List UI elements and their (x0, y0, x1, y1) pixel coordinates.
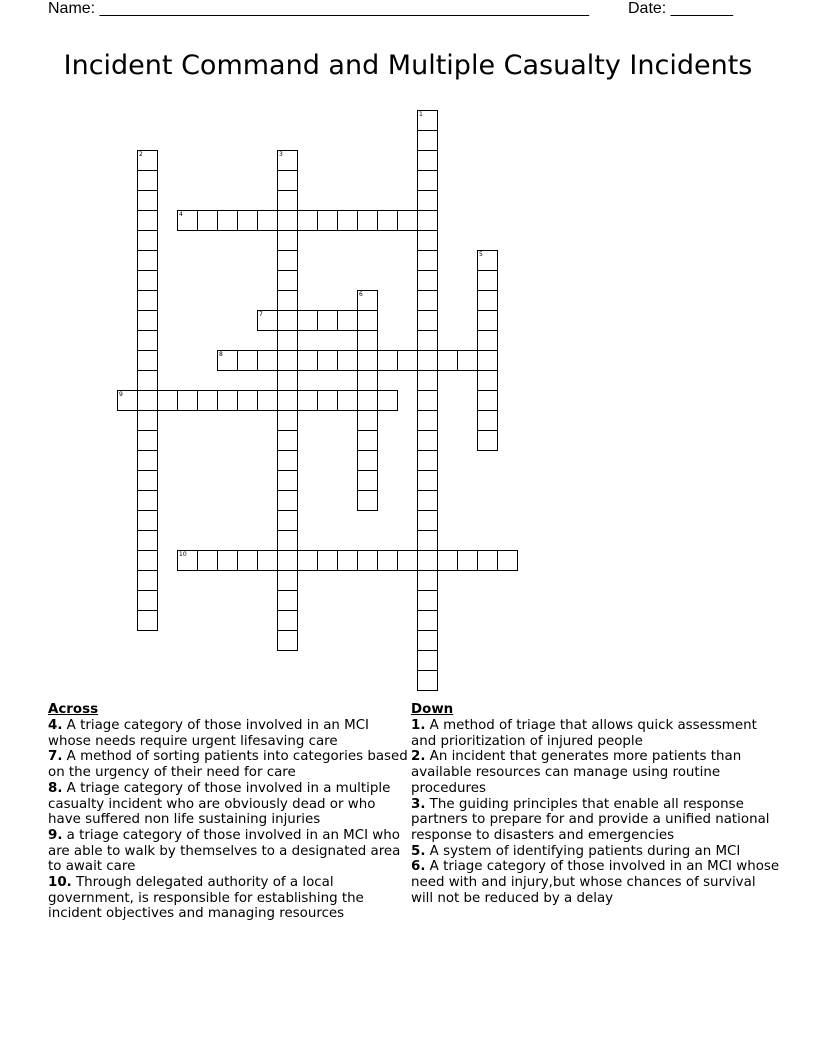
crossword-cell[interactable] (417, 110, 438, 131)
crossword-cell[interactable] (137, 430, 158, 451)
crossword-cell[interactable] (397, 550, 418, 571)
crossword-cell[interactable] (417, 630, 438, 651)
crossword-cell[interactable] (197, 550, 218, 571)
crossword-cell[interactable] (197, 390, 218, 411)
crossword-cell[interactable] (277, 610, 298, 631)
crossword-cell[interactable] (477, 350, 498, 371)
clue-text: A method of triage that allows quick assessment and prioritization of injured people (411, 718, 757, 749)
crossword-cell[interactable] (417, 190, 438, 211)
crossword-cell[interactable] (137, 330, 158, 351)
cell-number: 8 (219, 351, 223, 358)
clue-text: An incident that generates more patients than available resources can manage using routine procedures (411, 749, 742, 796)
crossword-cell[interactable] (277, 170, 298, 191)
crossword-cell[interactable] (357, 290, 378, 311)
crossword-cell[interactable] (357, 550, 378, 571)
crossword-cell[interactable] (317, 550, 338, 571)
crossword-cell[interactable] (137, 170, 158, 191)
crossword-cell[interactable] (277, 330, 298, 351)
crossword-cell[interactable] (417, 390, 438, 411)
clue-number: 4. (48, 718, 63, 733)
crossword-cell[interactable] (417, 430, 438, 451)
crossword-cell[interactable] (357, 410, 378, 431)
name-field-label[interactable]: Name: _______________________________________________________ (48, 0, 589, 17)
crossword-cell[interactable] (357, 350, 378, 371)
crossword-cell[interactable] (417, 230, 438, 251)
crossword-cell[interactable] (377, 550, 398, 571)
crossword-cell[interactable] (137, 450, 158, 471)
crossword-cell[interactable] (257, 210, 278, 231)
date-field-label[interactable]: Date: _______ (628, 0, 733, 17)
crossword-cell[interactable] (417, 170, 438, 191)
clue-text: A triage category of those involved in a multiple casualty incident who are obviously dead or who have suffered non life sustaining injuries (48, 780, 391, 828)
crossword-cell[interactable] (177, 210, 198, 231)
across-clue-8 (48, 781, 408, 828)
crossword-cell[interactable] (277, 270, 298, 291)
crossword-cell[interactable] (137, 210, 158, 231)
crossword-cell[interactable] (237, 350, 258, 371)
clue-text: A triage category of those involved in an MCI whose need with and injury,but whose chances of survival will not be reduced by a delay (411, 859, 780, 906)
crossword-cell[interactable] (277, 150, 298, 171)
crossword-cell[interactable] (137, 470, 158, 491)
crossword-cell[interactable] (277, 350, 298, 371)
crossword-cell[interactable] (137, 390, 158, 411)
crossword-cell[interactable] (377, 350, 398, 371)
clue-text: A system of identifying patients during an MCI (429, 843, 741, 859)
down-clue-2 (411, 749, 781, 796)
crossword-cell[interactable] (277, 470, 298, 491)
crossword-cell[interactable] (137, 310, 158, 331)
across-clue-9 (48, 828, 408, 875)
crossword-cell[interactable] (337, 350, 358, 371)
crossword-cell[interactable] (417, 570, 438, 591)
crossword-cell[interactable] (277, 430, 298, 451)
crossword-cell[interactable] (137, 530, 158, 551)
cell-number: 10 (179, 551, 187, 558)
crossword-cell[interactable] (217, 390, 238, 411)
crossword-cell[interactable] (417, 470, 438, 491)
crossword-cell[interactable] (357, 370, 378, 391)
crossword-cell[interactable] (137, 590, 158, 611)
crossword-cell[interactable] (417, 310, 438, 331)
crossword-cell[interactable] (417, 670, 438, 691)
page-title: Incident Command and Multiple Casualty Incidents (63, 50, 753, 81)
crossword-cell[interactable] (257, 550, 278, 571)
crossword-cell[interactable] (417, 350, 438, 371)
across-clue-7 (48, 749, 408, 780)
crossword-cell[interactable] (337, 310, 358, 331)
crossword-cell[interactable] (477, 410, 498, 431)
crossword-cell[interactable] (417, 450, 438, 471)
crossword-cell[interactable] (477, 370, 498, 391)
across-clues (48, 702, 408, 922)
crossword-cell[interactable] (357, 390, 378, 411)
crossword-cell[interactable] (437, 350, 458, 371)
crossword-cell[interactable] (397, 350, 418, 371)
down-clue-3 (411, 797, 781, 844)
clue-number: 9. (48, 827, 63, 843)
crossword-cell[interactable] (457, 550, 478, 571)
crossword-cell[interactable] (477, 310, 498, 331)
crossword-cell[interactable] (137, 230, 158, 251)
crossword-cell[interactable] (417, 550, 438, 571)
crossword-cell[interactable] (297, 350, 318, 371)
crossword-cell[interactable] (277, 410, 298, 431)
down-heading: Down (411, 702, 454, 717)
crossword-cell[interactable] (357, 450, 378, 471)
across-heading: Across (48, 702, 99, 717)
crossword-cell[interactable] (477, 270, 498, 291)
crossword-cell[interactable] (277, 230, 298, 251)
cell-number: 3 (279, 151, 283, 158)
down-clues (411, 702, 781, 906)
crossword-cell[interactable] (137, 190, 158, 211)
across-clue-4 (48, 718, 408, 749)
crossword-cell[interactable] (417, 270, 438, 291)
cell-number: 2 (139, 151, 143, 158)
cell-number: 9 (119, 391, 123, 398)
clue-text: A method of sorting patients into categories based on the urgency of their need for care (48, 749, 408, 781)
crossword-cell[interactable] (417, 210, 438, 231)
clue-text: The guiding principles that enable all response partners to prepare for and provide a unified national response to disasters and emergencies (411, 796, 770, 843)
crossword-cell[interactable] (177, 550, 198, 571)
crossword-cell[interactable] (137, 510, 158, 531)
crossword-cell[interactable] (297, 390, 318, 411)
crossword-cell[interactable] (157, 390, 178, 411)
crossword-cell[interactable] (277, 370, 298, 391)
crossword-cell[interactable] (417, 410, 438, 431)
clue-text: A triage category of those involved in an MCI whose needs require urgent lifesaving care (48, 718, 369, 749)
crossword-cell[interactable] (217, 350, 238, 371)
crossword-cell[interactable] (357, 490, 378, 511)
crossword-cell[interactable] (337, 390, 358, 411)
crossword-cell[interactable] (137, 610, 158, 631)
clue-number: 8. (48, 780, 63, 796)
crossword-cell[interactable] (257, 390, 278, 411)
crossword-cell[interactable] (237, 550, 258, 571)
crossword-cell[interactable] (477, 430, 498, 451)
crossword-cell[interactable] (137, 290, 158, 311)
crossword-cell[interactable] (417, 130, 438, 151)
clue-number: 1. (411, 718, 426, 733)
crossword-cell[interactable] (137, 570, 158, 591)
crossword-cell[interactable] (137, 370, 158, 391)
crossword-cell[interactable] (257, 350, 278, 371)
crossword-cell[interactable] (457, 350, 478, 371)
crossword-cell[interactable] (357, 430, 378, 451)
crossword-cell[interactable] (277, 450, 298, 471)
crossword-cell[interactable] (137, 490, 158, 511)
crossword-cell[interactable] (377, 390, 398, 411)
crossword-cell[interactable] (417, 490, 438, 511)
clue-number: 6. (411, 859, 426, 875)
crossword-cell[interactable] (417, 590, 438, 611)
crossword-cell[interactable] (277, 210, 298, 231)
cell-number: 1 (419, 111, 423, 118)
cell-number: 5 (479, 251, 483, 258)
crossword-cell[interactable] (477, 330, 498, 351)
crossword-cell[interactable] (117, 390, 138, 411)
crossword-cell[interactable] (357, 330, 378, 351)
crossword-cell[interactable] (477, 390, 498, 411)
crossword-cell[interactable] (277, 590, 298, 611)
crossword-cell[interactable] (297, 550, 318, 571)
crossword-cell[interactable] (497, 550, 518, 571)
clue-number: 10. (48, 875, 72, 891)
clue-number: 3. (411, 796, 426, 812)
crossword-cell[interactable] (417, 530, 438, 551)
clue-text: a triage category of those involved in an MCI who are able to walk by themselves to a designated area to await care (48, 827, 401, 875)
crossword-cell[interactable] (277, 290, 298, 311)
crossword-cell[interactable] (357, 470, 378, 491)
crossword-cell[interactable] (277, 190, 298, 211)
crossword-cell[interactable] (357, 310, 378, 331)
crossword-cell[interactable] (417, 510, 438, 531)
clue-number: 2. (411, 749, 426, 765)
crossword-cell[interactable] (277, 550, 298, 571)
crossword-cell[interactable] (237, 390, 258, 411)
crossword-cell[interactable] (277, 530, 298, 551)
crossword-cell[interactable] (297, 210, 318, 231)
crossword-cell[interactable] (377, 210, 398, 231)
crossword-cell[interactable] (477, 550, 498, 571)
crossword-cell[interactable] (137, 410, 158, 431)
crossword-cell[interactable] (417, 650, 438, 671)
down-clue-6 (411, 859, 781, 906)
cell-number: 6 (359, 291, 363, 298)
crossword-cell[interactable] (317, 210, 338, 231)
crossword-cell[interactable] (437, 550, 458, 571)
down-clue-5 (411, 844, 781, 860)
crossword-cell[interactable] (137, 150, 158, 171)
crossword-cell[interactable] (317, 310, 338, 331)
cell-number: 7 (259, 311, 263, 318)
crossword-cell[interactable] (317, 350, 338, 371)
crossword-cell[interactable] (137, 350, 158, 371)
crossword-cell[interactable] (337, 550, 358, 571)
crossword-cell[interactable] (217, 550, 238, 571)
crossword-cell[interactable] (277, 570, 298, 591)
clue-text: Through delegated authority of a local government, is responsible for establishing the incident objectives and managing resources (48, 875, 364, 922)
crossword-cell[interactable] (317, 390, 338, 411)
crossword-cell[interactable] (417, 290, 438, 311)
crossword-cell[interactable] (417, 370, 438, 391)
crossword-cell[interactable] (357, 210, 378, 231)
crossword-cell[interactable] (217, 210, 238, 231)
crossword-cell[interactable] (177, 390, 198, 411)
crossword-cell[interactable] (277, 490, 298, 511)
clue-number: 5. (411, 843, 426, 859)
crossword-cell[interactable] (257, 310, 278, 331)
clue-number: 7. (48, 749, 63, 765)
crossword-cell[interactable] (477, 250, 498, 271)
crossword-cell[interactable] (417, 250, 438, 271)
crossword-cell[interactable] (337, 210, 358, 231)
across-clue-10 (48, 875, 408, 922)
down-clue-1 (411, 718, 781, 749)
crossword-cell[interactable] (237, 210, 258, 231)
crossword-cell[interactable] (277, 310, 298, 331)
crossword-cell[interactable] (417, 610, 438, 631)
crossword-cell[interactable] (417, 150, 438, 171)
crossword-cell[interactable] (477, 290, 498, 311)
crossword-cell[interactable] (137, 270, 158, 291)
crossword-cell[interactable] (277, 390, 298, 411)
crossword-cell[interactable] (277, 510, 298, 531)
crossword-cell[interactable] (277, 250, 298, 271)
crossword-cell[interactable] (277, 630, 298, 651)
crossword-cell[interactable] (397, 210, 418, 231)
crossword-cell[interactable] (137, 550, 158, 571)
cell-number: 4 (179, 211, 183, 218)
crossword-cell[interactable] (297, 310, 318, 331)
crossword-cell[interactable] (197, 210, 218, 231)
crossword-cell[interactable] (417, 330, 438, 351)
crossword-cell[interactable] (137, 250, 158, 271)
